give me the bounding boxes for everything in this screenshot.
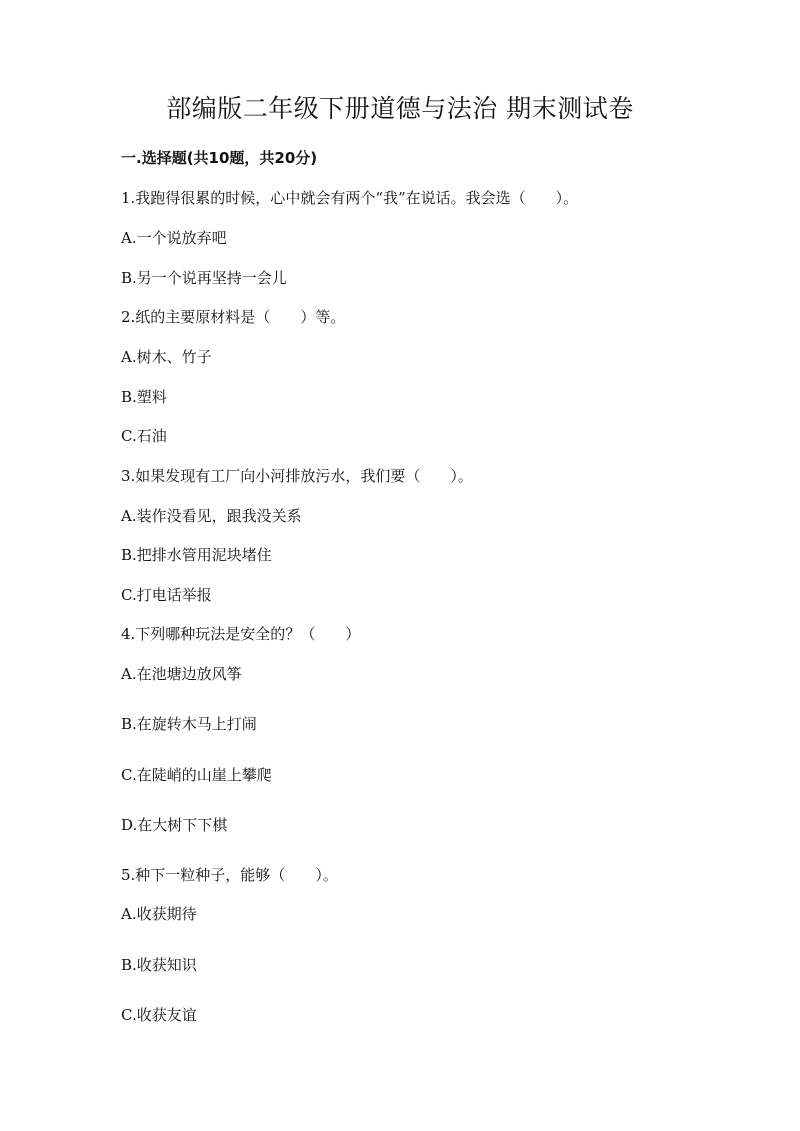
question-1-option-a: A.一个说放弃吧 xyxy=(121,229,227,247)
question-4-option-c: C.在陡峭的山崖上攀爬 xyxy=(121,766,272,784)
question-5-option-b: B.收获知识 xyxy=(121,956,197,974)
question-1-option-b: B.另一个说再坚持一会儿 xyxy=(121,269,287,287)
question-4-option-b: B.在旋转木马上打闹 xyxy=(121,715,257,733)
question-3-stem: 3.如果发现有工厂向小河排放污水，我们要（ ）。 xyxy=(121,467,473,485)
question-2-option-b: B.塑料 xyxy=(121,388,167,406)
page-title: 部编版二年级下册道德与法治 期末测试卷 xyxy=(166,94,634,123)
question-5-option-c: C.收获友谊 xyxy=(121,1006,197,1024)
question-4-stem: 4.下列哪种玩法是安全的？（ ） xyxy=(121,625,361,643)
question-1-stem: 1.我跑得很累的时候，心中就会有两个“我”在说话。我会选（ ）。 xyxy=(121,189,579,207)
question-2-stem: 2.纸的主要原材料是（ ）等。 xyxy=(121,308,346,326)
question-4-option-d: D.在大树下下棋 xyxy=(121,816,228,834)
question-4-option-a: A.在池塘边放风筝 xyxy=(121,665,242,683)
question-3-option-b: B.把排水管用泥块堵住 xyxy=(121,546,272,564)
question-2-option-c: C.石油 xyxy=(121,427,167,445)
question-2-option-a: A.树木、竹子 xyxy=(121,348,212,366)
question-5-stem: 5.种下一粒种子，能够（ ）。 xyxy=(121,866,338,884)
question-3-option-c: C.打电话举报 xyxy=(121,586,212,604)
question-3-option-a: A.装作没看见，跟我没关系 xyxy=(121,507,302,525)
section-heading: 一.选择题(共10题，共20分) xyxy=(121,149,318,167)
question-5-option-a: A.收获期待 xyxy=(121,905,197,923)
